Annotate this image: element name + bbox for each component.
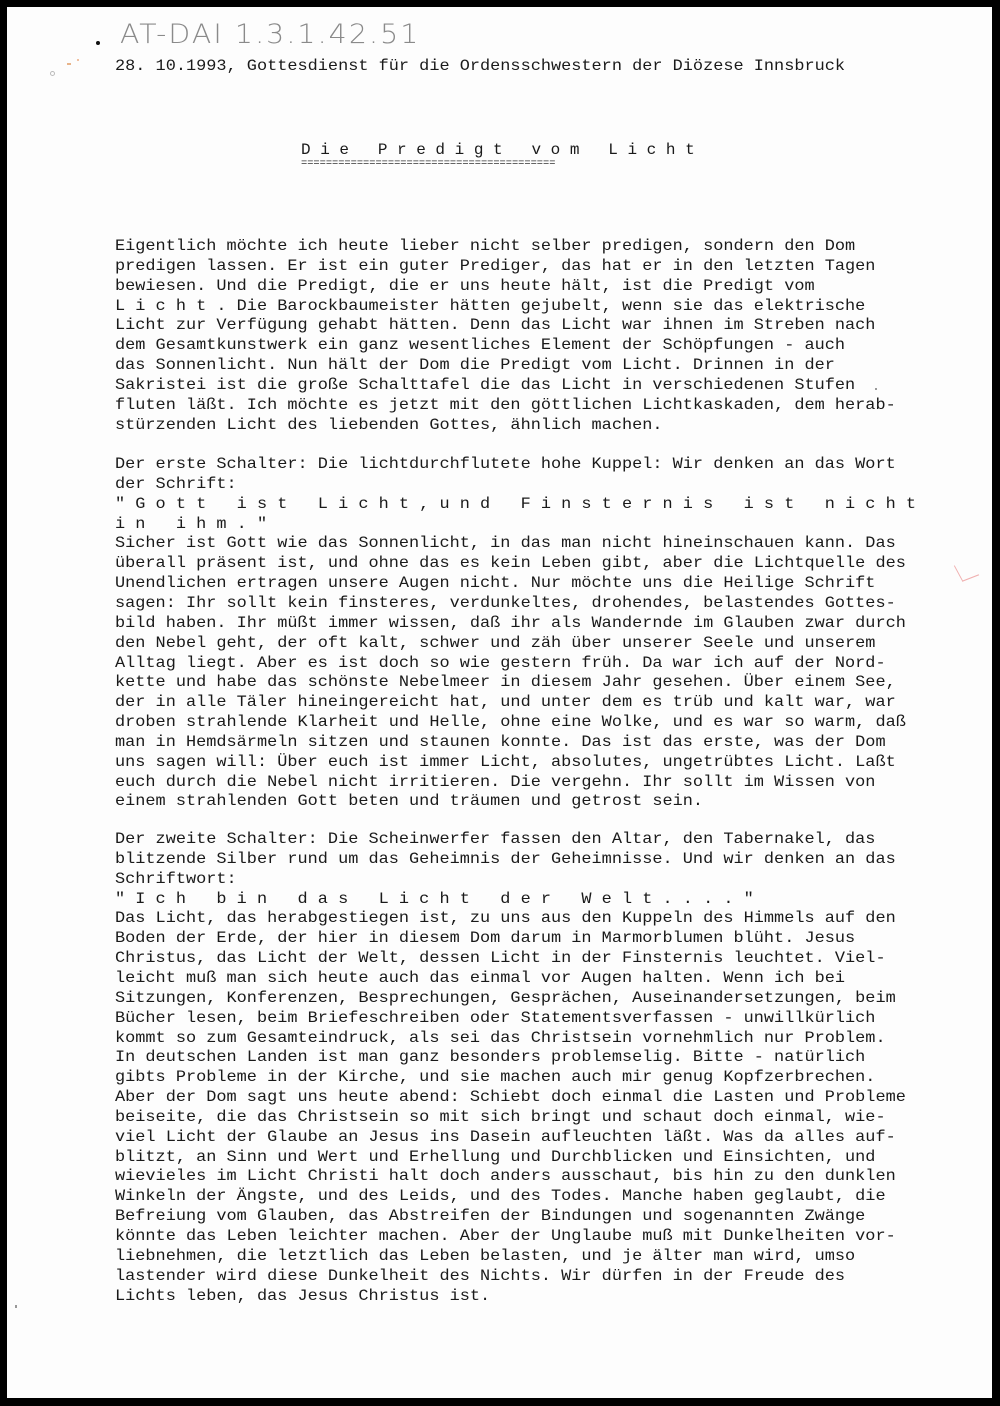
body-line: euch durch die Nebel nicht irritieren. Die vergehn. Ihr sollt im Wissen von — [115, 772, 876, 791]
body-line: kommt so zum Gesamteindruck, als sei das Christsein vornehmlich nur Problem. — [115, 1028, 886, 1047]
body-line: der Schrift: — [115, 474, 237, 493]
body-line: leicht muß man sich heute auch das einmal vor Augen halten. Wenn ich bei — [115, 968, 846, 987]
body-line: dem Gesamtkunstwerk ein ganz wesentliches Element der Schöpfungen - auch — [115, 336, 846, 355]
body-line: In deutschen Landen ist man ganz besonders problemselig. Bitte - natürlich — [115, 1048, 866, 1067]
ink-dot — [96, 41, 100, 45]
body-line: Der erste Schalter: Die lichtdurchflutete hohe Kuppel: Wir denken an das Wort — [115, 455, 896, 473]
body-line: das Sonnenlicht. Nun hält der Dom die Predigt vom Licht. Drinnen in der — [115, 356, 835, 375]
body-line: Bücher lesen, beim Briefeschreiben oder Statementsverfassen - unwillkürlich — [115, 1008, 876, 1027]
body-line: man in Hemdsärmeln sitzen und staunen konnte. Das ist das erste, was der Dom — [115, 732, 886, 751]
body-line: predigen lassen. Er ist ein guter Prediger, das hat er in den letzten Tagen — [115, 256, 876, 275]
body-line: L i c h t . Die Barockbaumeister hätten gejubelt, wenn sie das elektrische — [115, 296, 866, 315]
document-header: 28. 10.1993, Gottesdienst für die Ordensschwestern der Diözese Innsbruck — [115, 57, 846, 75]
body-line: der in alle Täler hineingereicht hat, und unter dem es trüb und kalt war, war — [115, 693, 896, 712]
body-line: " G o t t i s t L i c h t , u n d F i n s t e r n i s i s t n i c h t — [115, 494, 917, 513]
body-line: Das Licht, das herabgestiegen ist, zu uns aus den Kuppeln des Himmels auf den — [115, 909, 896, 928]
body-line: Unendlichen ertragen unsere Augen nicht. Nur möchte uns die Heilige Schrift — [115, 574, 876, 593]
paper-speck — [77, 59, 79, 61]
title-underline: ========================================= — [301, 158, 556, 170]
body-line: Sitzungen, Konferenzen, Besprechungen, Gesprächen, Auseinandersetzungen, beim — [115, 988, 896, 1007]
body-line: " I c h b i n d a s L i c h t d e r W e l t . . . . " — [115, 889, 754, 908]
body-line: wievieles im Licht Christi halt doch anders ausschaut, bis hin zu den dunklen — [115, 1167, 896, 1186]
body-line: bild haben. Ihr müßt immer wissen, daß ihr als Wandernde im Glauben zwar durch — [115, 613, 906, 632]
body-line: könnte das Leben leichter machen. Aber der Unglaube muß mit Dunkelheiten vor- — [115, 1227, 896, 1245]
body-line: Eigentlich möchte ich heute lieber nicht selber predigen, sondern den Dom — [115, 237, 856, 255]
body-line: blitzt, an Sinn und Wert und Erhellung und Durchblicken und Einsichten, und — [115, 1147, 876, 1166]
body-line: Befreiung vom Glauben, das Abstreifen der Bindungen und sogenannten Zwänge — [115, 1207, 866, 1226]
paper-speck — [67, 63, 71, 65]
body-line: i n i h m . " — [115, 514, 268, 533]
body-line: gibts Probleme in der Kirche, und sie machen auch mir genug Kopfzerbrechen. — [115, 1068, 876, 1087]
body-line: blitzende Silber rund um das Geheimnis der Geheimnisse. Und wir denken an das — [115, 849, 896, 868]
body-line: Lichts leben, das Jesus Christus ist. — [115, 1286, 491, 1305]
body-line: bewiesen. Und die Predigt, die er uns heute hält, ist die Predigt vom — [115, 276, 815, 295]
red-pencil-mark — [954, 559, 979, 581]
body-line: droben strahlende Klarheit und Helle, ohne eine Wolke, und es war so warm, daß — [115, 713, 906, 732]
body-line: Sakristei ist die große Schalttafel die das Licht in verschiedenen Stufen — [115, 375, 856, 394]
document-title: D i e P r e d i g t v o m L i c h t — [301, 141, 695, 159]
paper-speck — [15, 1305, 17, 1308]
body-line: Winkeln der Ängste, und des Leids, und des Todes. Manche haben geglaubt, die — [115, 1187, 886, 1206]
body-line: Schriftwort: — [115, 869, 237, 888]
body-line: stürzenden Licht des liebenden Gottes, ähnlich machen. — [115, 415, 663, 434]
body-line: Christus, das Licht der Welt, dessen Licht in der Finsternis leuchtet. Viel- — [115, 949, 886, 968]
body-line: Sicher ist Gott wie das Sonnenlicht, in das man nicht hineinschauen kann. Das — [115, 534, 896, 553]
body-line: fluten läßt. Ich möchte es jetzt mit den göttlichen Lichtkaskaden, dem herab- — [115, 395, 896, 414]
body-line: beiseite, die das Christsein so mit sich bringt und schaut doch einmal, wie- — [115, 1107, 886, 1126]
body-line: uns sagen will: Über euch ist immer Licht, absolutes, ungetrübtes Licht. Laßt — [115, 752, 896, 771]
body-line: Alltag liegt. Aber es ist doch so wie gestern früh. Da war ich auf der Nord- — [115, 653, 886, 672]
paper-speck — [875, 388, 877, 390]
body-line: den Nebel geht, der oft kalt, schwer und zäh über unserer Seele und unserem — [115, 633, 876, 652]
archive-signature-handwritten: AT-DAI 1.3.1.42.51 — [120, 19, 421, 50]
body-line: lastender wird diese Dunkelheit des Nichts. Wir dürfen in der Freude des — [115, 1266, 846, 1285]
body-line: Aber der Dom sagt uns heute abend: Schiebt doch einmal die Lasten und Probleme — [115, 1088, 906, 1107]
body-line: einem strahlenden Gott beten und träumen und getrost sein. — [115, 792, 704, 811]
paper-speck — [50, 71, 55, 76]
body-line: liebnehmen, die letztlich das Leben belasten, und je älter man wird, umso — [115, 1246, 856, 1265]
body-line: sagen: Ihr sollt kein finsteres, verdunkeltes, drohendes, belastendes Gottes- — [115, 593, 896, 612]
body-line: Der zweite Schalter: Die Scheinwerfer fassen den Altar, den Tabernakel, das — [115, 830, 876, 848]
body-line: überall präsent ist, und ohne das es kein Leben gibt, aber die Lichtquelle des — [115, 554, 906, 573]
body-line: Licht zur Verfügung gehabt hätten. Denn das Licht war ihnen im Streben nach — [115, 316, 876, 335]
document-page — [7, 7, 992, 1398]
body-line: Boden der Erde, der hier in diesem Dom darum in Marmorblumen blüht. Jesus — [115, 929, 856, 948]
body-line: viel Licht der Glaube an Jesus ins Dasein aufleuchten läßt. Was da alles auf- — [115, 1127, 896, 1146]
body-line: kette und habe das schönste Nebelmeer in diesem Jahr gesehen. Über einem See, — [115, 673, 896, 692]
